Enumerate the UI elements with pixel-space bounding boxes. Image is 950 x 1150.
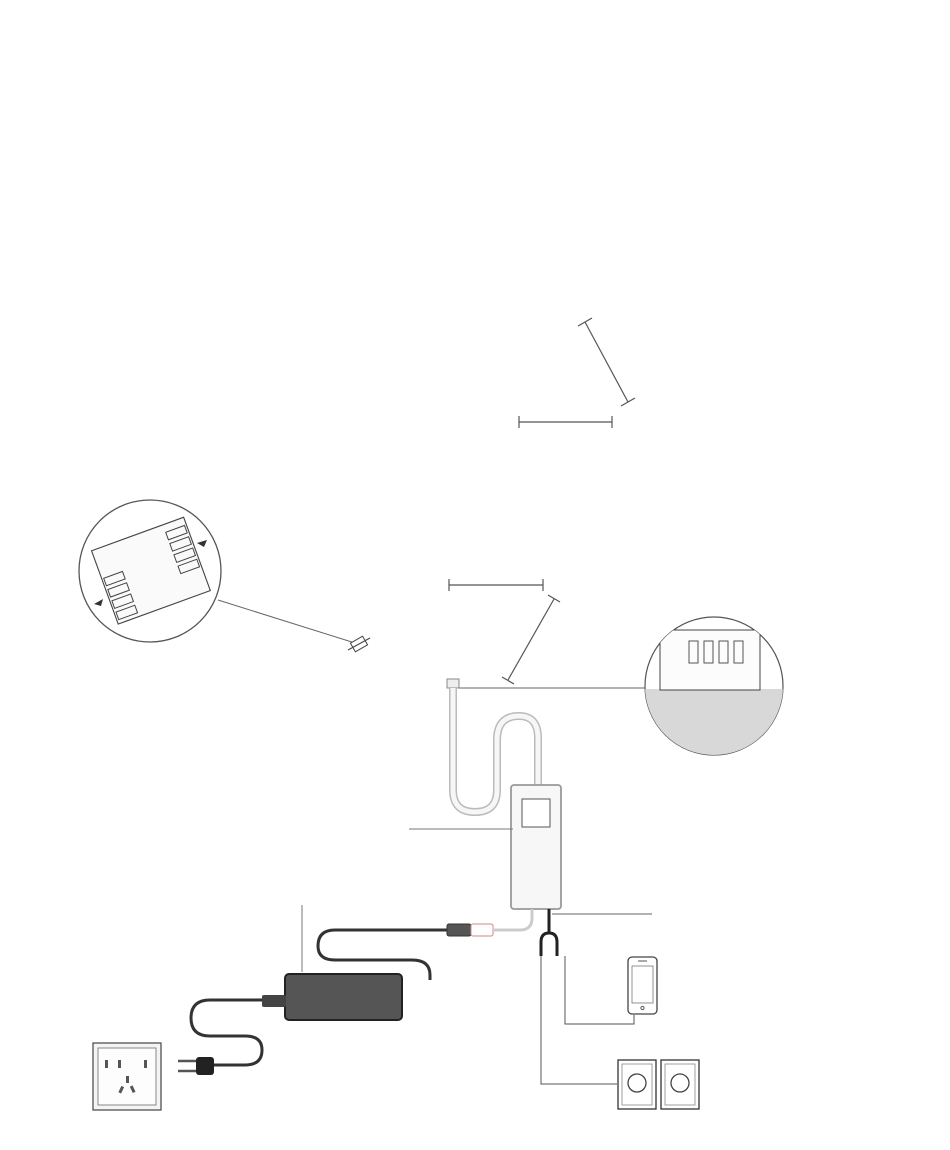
top-dimension-side <box>578 318 635 406</box>
mid-dimension-top <box>449 579 543 591</box>
dc-connector <box>447 909 532 936</box>
qr-code-icon <box>522 799 550 827</box>
mid-dimension-side <box>502 595 560 684</box>
speaker-icon <box>661 1060 699 1109</box>
controller-device <box>511 785 561 909</box>
top-dimension-bottom <box>519 416 612 428</box>
logo-zoom-callout <box>453 617 790 769</box>
connector-chip-small <box>348 636 370 652</box>
power-plug-icon <box>178 1057 214 1075</box>
speaker-icon <box>618 1060 656 1109</box>
adapter-cable-strain-relief <box>262 995 286 1007</box>
power-adapter <box>285 974 402 1020</box>
phone-icon <box>628 957 657 1014</box>
wall-socket-icon <box>93 1043 161 1110</box>
chip-zoom-callout <box>79 500 355 643</box>
audio-splitter <box>541 909 557 956</box>
